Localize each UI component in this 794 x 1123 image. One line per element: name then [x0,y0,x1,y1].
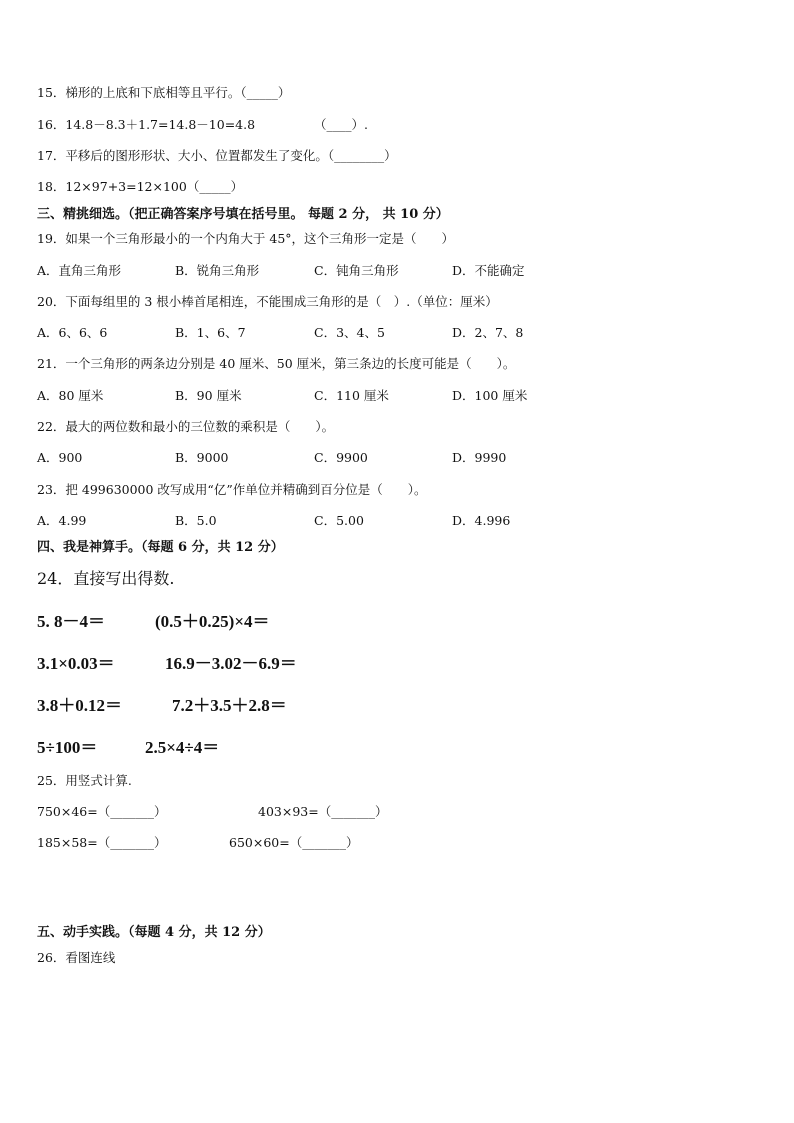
q22-option-d: D．9990 [452,450,507,465]
question-20: 20．下面每组里的 3 根小棒首尾相连，不能围成三角形的是（ ）.（单位：厘米） [37,294,498,309]
question-18: 18．12×97+3=12×100（_____） [37,179,244,194]
question-22: 22．最大的两位数和最小的三位数的乘积是（ ）。 [37,419,335,434]
question-16-blank: （____）. [314,117,368,132]
q23-option-d: D．4.996 [452,513,511,528]
calc-item: 2.5×4÷4＝ [145,738,220,757]
q20-option-c: C．3、4、5 [314,325,385,340]
section-5-heading: 五、动手实践。（每题 4 分，共 12 分） [37,925,271,940]
vertical-calc-item: 185×58=（_______） [37,835,167,850]
vertical-calc-item: 403×93=（_______） [258,804,388,819]
question-19: 19．如果一个三角形最小的一个内角大于 45°，这个三角形一定是（ ） [37,231,455,246]
question-17: 17．平移后的图形形状、大小、位置都发生了变化。（________） [37,148,397,163]
question-16-expression: 16．14.8－8.3＋1.7=14.8－10=4.8 [37,117,256,132]
question-23: 23．把 499630000 改写成用“亿”作单位并精确到百分位是（ ）。 [37,482,427,497]
calc-item: 3.8＋0.12＝ [37,696,122,715]
q21-option-a: A．80 厘米 [37,388,104,403]
question-21: 21．一个三角形的两条边分别是 40 厘米、50 厘米，第三条边的长度可能是（ ）。 [37,356,516,371]
question-26: 26．看图连线 [37,950,116,965]
calc-item: 16.9－3.02－6.9＝ [165,654,297,673]
q23-option-c: C．5.00 [314,513,364,528]
q19-option-c: C．钝角三角形 [314,263,399,278]
vertical-calc-item: 750×46=（_______） [37,804,167,819]
calc-item: 3.1×0.03＝ [37,654,115,673]
q23-option-b: B．5.0 [175,513,217,528]
section-3-heading: 三、精挑细选。（把正确答案序号填在括号里。 每题 2 分， 共 10 分） [37,207,449,222]
vertical-calc-item: 650×60=（_______） [229,835,359,850]
calc-item: (0.5＋0.25)×4＝ [155,612,270,631]
question-25: 25．用竖式计算. [37,773,132,788]
q20-option-d: D．2、7、8 [452,325,524,340]
q20-option-a: A．6、6、6 [37,325,108,340]
q22-option-c: C．9900 [314,450,368,465]
calc-item: 7.2＋3.5＋2.8＝ [172,696,287,715]
q21-option-c: C．110 厘米 [314,388,389,403]
q19-option-d: D．不能确定 [452,263,525,278]
section-4-heading: 四、我是神算手。（每题 6 分，共 12 分） [37,540,284,555]
q19-option-b: B．锐角三角形 [175,263,260,278]
q22-option-a: A．900 [37,450,83,465]
question-15: 15．梯形的上底和下底相等且平行。（_____） [37,85,291,100]
q23-option-a: A．4.99 [37,513,87,528]
q21-option-b: B．90 厘米 [175,388,242,403]
q19-option-a: A．直角三角形 [37,263,122,278]
question-24: 24．直接写出得数. [37,569,175,588]
q21-option-d: D．100 厘米 [452,388,528,403]
calc-item: 5. 8－4＝ [37,612,105,631]
q22-option-b: B．9000 [175,450,229,465]
q20-option-b: B．1、6、7 [175,325,246,340]
calc-item: 5÷100＝ [37,738,98,757]
